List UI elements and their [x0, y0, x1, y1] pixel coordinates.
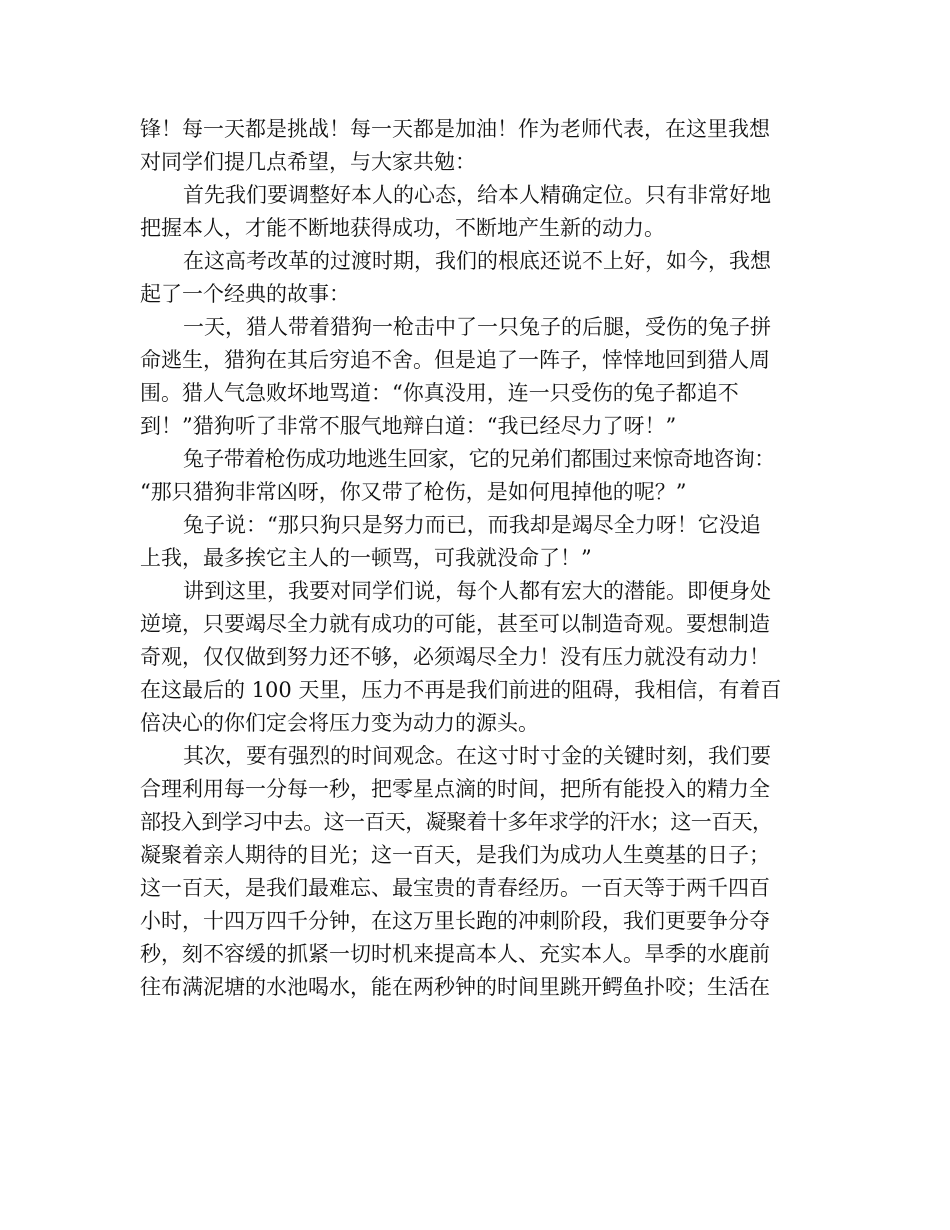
paragraph-start-line: 兔子说：“那只狗只是努力而已，而我却是竭尽全力呀！它没追: [183, 513, 761, 537]
text-line: 小时，十四万四千分钟，在这万里长跑的冲刺阶段，我们更要争分夺: [140, 909, 770, 933]
text-line: “那只猎狗非常凶呀，你又带了枪伤，是如何甩掉他的呢？”: [140, 480, 687, 504]
document-body: [140, 113, 810, 1004]
text-line: 凝聚着亲人期待的目光；这一百天，是我们为成功人生奠基的日子；: [140, 843, 770, 867]
paragraph-start-line: 兔子带着枪伤成功地逃生回家，它的兄弟们都围过来惊奇地咨询：: [183, 447, 775, 471]
text-line: 到！”猎狗听了非常不服气地辩白道：“我已经尽力了呀！”: [140, 414, 677, 438]
paragraph-start-line: 讲到这里，我要对同学们说，每个人都有宏大的潜能。即便身处: [183, 579, 771, 603]
paragraph-start-line: 一天，猎人带着猎狗一枪击中了一只兔子的后腿，受伤的兔子拼: [183, 315, 771, 339]
text-line: 起了一个经典的故事：: [140, 282, 350, 306]
text-line: 上我，最多挨它主人的一顿骂，可我就没命了！”: [140, 546, 592, 570]
text-line: 围。猎人气急败坏地骂道：“你真没用，连一只受伤的兔子都追不: [140, 381, 739, 405]
text-line: 命逃生，猎狗在其后穷追不舍。但是追了一阵子，悻悻地回到猎人周: [140, 348, 770, 372]
text-line: 倍决心的你们定会将压力变为动力的源头。: [140, 711, 539, 735]
text-line: 秒，刻不容缓的抓紧一切时机来提高本人、充实本人。旱季的水鹿前: [140, 942, 770, 966]
text-line: 逆境，只要竭尽全力就有成功的可能，甚至可以制造奇观。要想制造: [140, 612, 770, 636]
paragraph-start-line: 首先我们要调整好本人的心态，给本人精确定位。只有非常好地: [183, 183, 771, 207]
text-line: 奇观，仅仅做到努力还不够，必须竭尽全力！没有压力就没有动力！: [140, 645, 770, 669]
text-line: 部投入到学习中去。这一百天，凝聚着十多年求学的汗水；这一百天，: [140, 810, 773, 834]
paragraph-start-line: 在这高考改革的过渡时期，我们的根底还说不上好，如今，我想: [183, 249, 771, 273]
text-line: 在这最后的 100 天里，压力不再是我们前进的阻碍，我相信，有着百: [140, 678, 782, 702]
text-line: 合理利用每一分每一秒，把零星点滴的时间，把所有能投入的精力全: [140, 777, 770, 801]
text-line: 锋！每一天都是挑战！每一天都是加油！作为老师代表，在这里我想: [140, 117, 770, 141]
text-line: 把握本人，才能不断地获得成功，不断地产生新的动力。: [140, 216, 665, 240]
text-line: 对同学们提几点希望，与大家共勉：: [140, 150, 476, 174]
paragraph-start-line: 其次，要有强烈的时间观念。在这寸时寸金的关键时刻，我们要: [183, 744, 771, 768]
text-line: 往布满泥塘的水池喝水，能在两秒钟的时间里跳开鳄鱼扑咬；生活在: [140, 975, 770, 999]
text-line: 这一百天，是我们最难忘、最宝贵的青春经历。一百天等于两千四百: [140, 876, 770, 900]
